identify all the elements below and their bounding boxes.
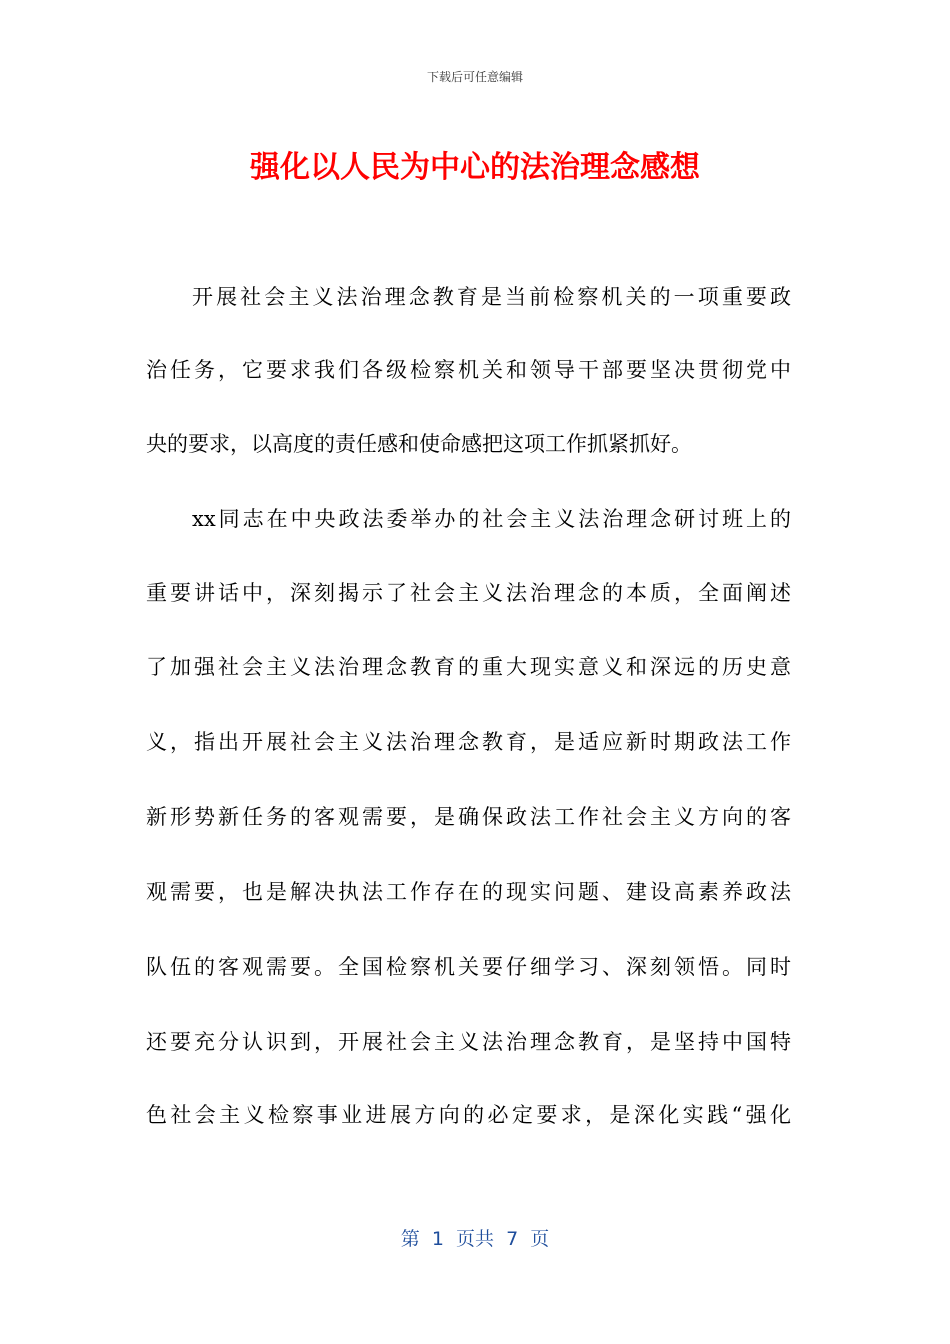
paragraph-1-line-1: 开展社会主义法治理念教育是当前检察机关的一项重要政 — [192, 285, 791, 309]
paragraph-2-line-2: 重要讲话中，深刻揭示了社会主义法治理念的本质，全面阐述 — [146, 581, 791, 605]
paragraph-2-line-1: xx同志在中央政法委举办的社会主义法治理念研讨班上的 — [192, 507, 791, 531]
page-number-footer: 第 1 页共 7 页 — [400, 1228, 550, 1250]
paragraph-1-line-3: 央的要求，以高度的责任感和使命感把这项工作抓紧抓好。 — [146, 432, 692, 456]
paragraph-2-line-5: 新形势新任务的客观需要，是确保政法工作社会主义方向的客 — [146, 805, 791, 829]
paragraph-2-line-3: 了加强社会主义法治理念教育的重大现实意义和深远的历史意 — [146, 655, 791, 679]
header-note: 下载后可任意编辑 — [426, 70, 523, 84]
paragraph-2-line-8: 还要充分认识到，开展社会主义法治理念教育，是坚持中国特 — [146, 1030, 791, 1054]
paragraph-2-line-6: 观需要，也是解决执法工作存在的现实问题、建设高素养政法 — [146, 880, 791, 904]
paragraph-2-line-7: 队伍的客观需要。全国检察机关要仔细学习、深刻领悟。同时 — [146, 955, 791, 979]
document-title: 强化以人民为中心的法治理念感想 — [250, 150, 700, 185]
paragraph-1-line-2: 治任务，它要求我们各级检察机关和领导干部要坚决贯彻党中 — [146, 358, 791, 382]
paragraph-2-line-9: 色社会主义检察事业进展方向的必定要求，是深化实践“强化 — [146, 1103, 791, 1127]
paragraph-2-line-4: 义，指出开展社会主义法治理念教育，是适应新时期政法工作 — [146, 730, 791, 754]
